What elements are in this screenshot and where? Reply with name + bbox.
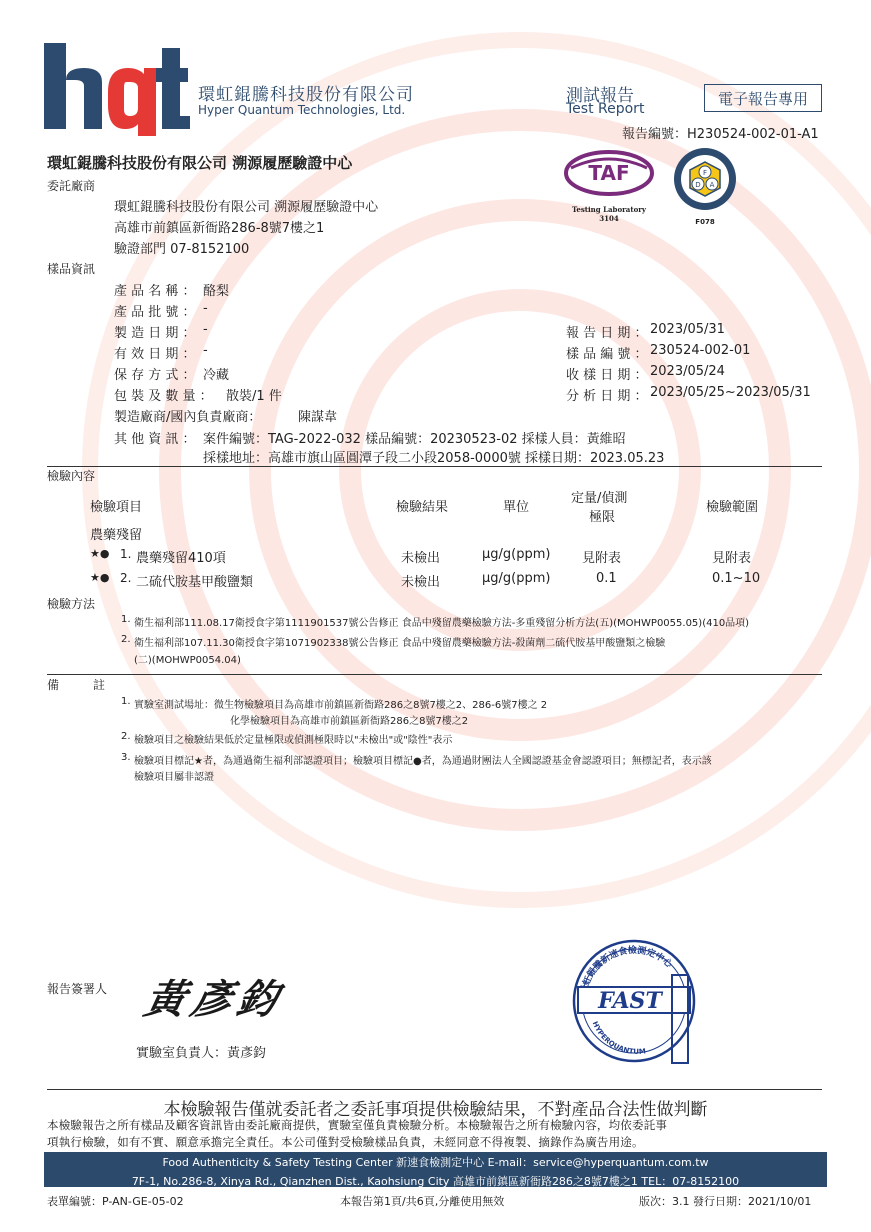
method-number: 1. — [121, 614, 131, 625]
sample-left-label-1: 產 品 批 號 ： — [114, 305, 196, 320]
taf-icon — [563, 148, 655, 198]
row-number: 1. — [120, 547, 132, 561]
sample-left-label-0: 產 品 名 稱 ： — [114, 284, 196, 299]
sample-right-value-0: 2023/05/31 — [650, 322, 725, 337]
note-number: 3. — [121, 752, 131, 763]
sample-right-value-2: 2023/05/24 — [650, 364, 725, 379]
report-number: 報告編號：H230524-002-01-A1 — [622, 127, 819, 142]
contact-band — [44, 1152, 827, 1187]
sample-left-label-2: 製 造 日 期 ： — [114, 326, 196, 341]
svg-text:F: F — [702, 169, 708, 177]
svg-text:FAST: FAST — [598, 988, 662, 1014]
method-text-cont: (二)(MOHWP0054.04) — [134, 655, 241, 666]
svg-text:A: A — [709, 181, 715, 189]
header-range: 檢驗範圍 — [706, 500, 759, 515]
handwritten-signature: 黃彥鈞 — [140, 976, 289, 1023]
divider-test-content — [47, 466, 822, 467]
svg-text:D: D — [695, 181, 701, 189]
header-limit-1: 定量/偵測 — [571, 491, 628, 506]
header-unit: 單位 — [503, 500, 530, 515]
svg-text:HYPERQUANTUM: HYPERQUANTUM — [590, 1020, 647, 1056]
row-range: 見附表 — [712, 551, 752, 566]
methods-label: 檢驗方法 — [47, 597, 96, 611]
svg-text:環虹錕騰新速食檢測定中心: 虹錕騰新速食檢測定中心 — [581, 945, 674, 988]
fda-number: F078 — [695, 218, 715, 226]
signer-name: 實驗室負責人：黃彥鈞 — [136, 1046, 267, 1061]
sample-right-label-3: 分 析 日 期 ： — [566, 389, 648, 404]
cert-mark: ★● — [90, 547, 110, 560]
client-line-2: 高雄市前鎮區新衙路286-8號7樓之1 — [114, 221, 325, 236]
sample-left-value-3: - — [203, 343, 208, 358]
header-result: 檢驗結果 — [396, 500, 449, 515]
taf-number: 3104 — [599, 214, 619, 223]
sample-left-label-3: 有 效 日 期 ： — [114, 347, 196, 362]
method-number: 2. — [121, 634, 131, 645]
report-title-en: Test Report — [566, 101, 645, 117]
client-line-1: 環虹錕騰科技股份有限公司 溯源履歷驗證中心 — [114, 200, 379, 215]
cert-mark: ★● — [90, 571, 110, 584]
header-item: 檢驗項目 — [90, 500, 143, 515]
note-text: 檢驗項目之檢驗結果低於定量極限或偵測極限時以"未檢出"或"陰性"表示 — [134, 735, 453, 746]
company-name-en: Hyper Quantum Technologies, Ltd. — [198, 103, 406, 117]
notes-label-a: 備 — [47, 678, 60, 692]
sample-right-value-3: 2023/05/25~2023/05/31 — [650, 385, 811, 400]
sample-left-value-1: - — [203, 301, 208, 316]
company-logo — [44, 40, 190, 136]
test-content-label: 檢驗內容 — [47, 469, 96, 483]
row-result: 未檢出 — [401, 551, 441, 566]
row-unit: μg/g(ppm) — [482, 547, 551, 562]
sample-right-label-0: 報 告 日 期 ： — [566, 326, 648, 341]
row-number: 2. — [120, 571, 132, 585]
report-title-zh: 測試報告 — [566, 86, 634, 106]
sample-left-value-6: 陳謀韋 — [298, 410, 338, 425]
table-row — [0, 571, 871, 591]
disclaimer-line-1: 本檢驗報告之所有樣品及顧客資訊皆由委託廠商提供，實驗室僅負責檢驗分析。本檢驗報告之所有檢驗內容，均依委託事 — [47, 1118, 668, 1132]
client-line-3: 驗證部門 07-8152100 — [114, 242, 250, 257]
sample-left-label-4: 保 存 方 式 ： — [114, 368, 196, 383]
notes-label-b: 註 — [93, 678, 106, 692]
client-label: 委託廠商 — [47, 179, 96, 193]
method-text: 衛生福利部107.11.30衛授食字第1071902338號公告修正 食品中殘留農藥檢驗方法-殺菌劑二硫代胺基甲酸鹽類之檢驗 — [134, 638, 666, 649]
fast-stamp — [568, 935, 700, 1067]
sample-left-label-6: 製造廠商/國內負責廠商： — [114, 410, 262, 425]
other-info-line-1: 案件編號：TAG-2022-032 樣品編號：20230523-02 採樣人員：黃維昭 — [203, 432, 626, 447]
note-text-cont: 化學檢驗項目為高雄市前鎮區新衙路286之8號7樓之2 — [230, 716, 469, 727]
taf-badge — [563, 148, 655, 228]
note-text: 檢驗項目標記★者，為通過衛生福利部認證項目；檢驗項目標記●者，為通過財團法人全國認證基金會認證項目；無標記者，表示該 — [134, 756, 712, 767]
disclaimer-headline: 本檢驗報告僅就委託者之委託事項提供檢驗結果，不對產品合法性做判斷 — [163, 1100, 708, 1120]
contact-line-1: Food Authenticity & Safety Testing Center 新速食檢測定中心 E-mail：service@hyperquantum.com.tw — [162, 1156, 709, 1169]
other-info-line-2: 採樣地址：高雄市旗山區圓潭子段二小段2058-0000號 採樣日期：2023.05.23 — [203, 451, 665, 466]
category-pesticide: 農藥殘留 — [90, 528, 143, 543]
version-info: 版次：3.1 發行日期：2021/10/01 — [639, 1195, 812, 1208]
sample-right-label-1: 樣 品 編 號 ： — [566, 347, 648, 362]
disclaimer-line-2: 項執行檢驗，如有不實、願意承擔完全責任。本公司僅對受檢驗樣品負責，未經同意不得複製、摘錄作為廣告用途。 — [47, 1135, 644, 1149]
row-limit: 見附表 — [582, 551, 622, 566]
row-unit: μg/g(ppm) — [482, 571, 551, 586]
row-item: 二硫代胺基甲酸鹽類 — [136, 575, 254, 590]
fda-badge — [672, 146, 738, 226]
note-number: 2. — [121, 731, 131, 742]
sample-left-value-2: - — [203, 322, 208, 337]
header-limit-2: 極限 — [589, 510, 616, 525]
note-number: 1. — [121, 696, 131, 707]
sample-left-value-5: 散裝/1 件 — [226, 389, 282, 404]
contact-line-2: 7F-1, No.286-8, Xinya Rd., Qianzhen Dist., Kaohsiung City 高雄市前鎮區新衙路286之8號7樓之1 TEL：07-8152100 — [131, 1175, 740, 1188]
sample-right-label-2: 收 樣 日 期 ： — [566, 368, 648, 383]
sample-right-value-1: 230524-002-01 — [650, 343, 751, 358]
note-text-cont: 檢驗項目屬非認證 — [134, 772, 214, 783]
sample-info-label: 樣品資訊 — [47, 262, 96, 276]
client-heading: 環虹錕騰科技股份有限公司 溯源履歷驗證中心 — [47, 154, 353, 172]
row-range: 0.1~10 — [712, 571, 761, 586]
sample-left-value-0: 酪梨 — [203, 284, 230, 299]
taf-caption: Testing Laboratory — [571, 205, 647, 214]
row-item: 農藥殘留410項 — [136, 551, 226, 566]
fda-icon — [672, 146, 738, 212]
fast-stamp-icon — [568, 935, 700, 1067]
taf-text: TAF — [588, 161, 630, 185]
electronic-report-box: 電子報告專用 — [704, 84, 822, 112]
company-name-zh: 環虹錕騰科技股份有限公司 — [198, 85, 414, 105]
sample-left-value-4: 冷藏 — [203, 368, 230, 383]
form-number: 表單編號：P-AN-GE-05-02 — [47, 1195, 184, 1208]
divider-footer — [47, 1089, 822, 1090]
other-info-label: 其 他 資 訊 ： — [114, 432, 196, 447]
row-limit: 0.1 — [596, 571, 617, 586]
signatory-label: 報告簽署人 — [47, 982, 108, 996]
method-text: 衛生福利部111.08.17衛授食字第1111901537號公告修正 食品中殘留農藥檢驗方法-多重殘留分析方法(五)(MOHWP0055.05)(410品項) — [134, 618, 750, 629]
note-text: 實驗室測試場址：微生物檢驗項目為高雄市前鎮區新衙路286之8號7樓之2、286-6號7樓之 2 — [134, 700, 548, 711]
divider-notes — [47, 674, 822, 675]
row-result: 未檢出 — [401, 575, 441, 590]
sample-left-label-5: 包 裝 及 數 量 ： — [114, 389, 213, 404]
table-row — [0, 547, 871, 567]
page-indicator: 本報告第1頁/共6頁,分離使用無效 — [340, 1195, 505, 1208]
